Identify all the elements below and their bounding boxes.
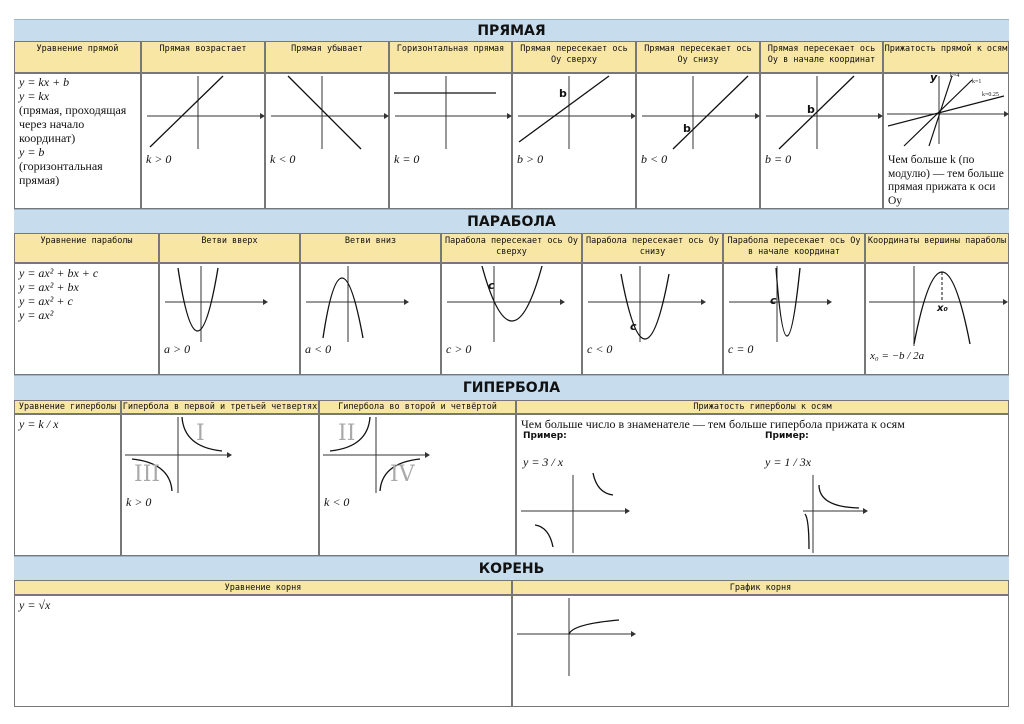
line-graph-horizontal bbox=[389, 73, 512, 209]
parabola-graph-above bbox=[441, 263, 582, 375]
parabola-graph-below bbox=[582, 263, 723, 375]
line-graph-above bbox=[512, 73, 636, 209]
condition-k-negative: k < 0 bbox=[270, 152, 296, 166]
hyperbola-header-equation: Уравнение гиперболы bbox=[14, 400, 121, 414]
line-increasing-graph bbox=[142, 74, 266, 210]
condition-a-negative: a < 0 bbox=[305, 342, 332, 356]
parabola-origin-graph bbox=[724, 264, 866, 376]
example-equation-2: y = 1 / 3x bbox=[765, 455, 812, 469]
hyperbola-steepness-cell bbox=[516, 414, 1009, 556]
line-eq-origin-note: (прямая, проходящая через начало координат) bbox=[19, 103, 127, 145]
line-graph-origin bbox=[760, 73, 883, 209]
vertex-x-label: x₀ bbox=[937, 303, 948, 314]
parabola-section-title: ПАРАБОЛА bbox=[14, 209, 1009, 233]
example-label-1: Пример: bbox=[523, 431, 567, 441]
line-section-title: ПРЯМАЯ bbox=[14, 19, 1009, 41]
vertex-formula: x₀ = −b / 2a bbox=[870, 350, 925, 362]
parabola-eq-simple: y = ax² bbox=[19, 308, 54, 322]
condition-b-zero: b = 0 bbox=[765, 152, 792, 166]
quadrant-II-label: II bbox=[338, 421, 356, 446]
root-section-title: КОРЕНЬ bbox=[14, 556, 1009, 580]
quadrant-I-label: I bbox=[196, 421, 205, 446]
hyperbola-graph-q24 bbox=[319, 414, 516, 556]
condition-c-zero: c = 0 bbox=[728, 342, 754, 356]
k-label-025: k=0.25 bbox=[982, 92, 999, 98]
parabola-above-graph bbox=[442, 264, 583, 376]
hyperbola-header-steepness: Прижатость гиперболы к осям bbox=[516, 400, 1009, 414]
parabola-header-below: Парабола пересекает ось Oy снизу bbox=[582, 233, 723, 263]
line-header-steepness: Прижатость прямой к осям bbox=[883, 41, 1009, 73]
line-eq-horizontal: y = b bbox=[19, 145, 45, 159]
parabola-graph-origin bbox=[723, 263, 865, 375]
k-label-4: k=4 bbox=[950, 73, 960, 79]
line-horizontal-graph bbox=[390, 74, 513, 210]
parabola-down-graph bbox=[301, 264, 442, 376]
line-graph-increasing bbox=[141, 73, 265, 209]
intercept-b-above: b bbox=[559, 87, 567, 100]
parabola-header-equation: Уравнение параболы bbox=[14, 233, 159, 263]
parabola-below-graph bbox=[583, 264, 724, 376]
example-label-2: Пример: bbox=[765, 431, 809, 441]
hyperbola-section-title: ГИПЕРБОЛА bbox=[14, 375, 1009, 400]
parabola-header-origin: Парабола пересекает ось Oy в начале координат bbox=[723, 233, 865, 263]
condition-b-negative: b < 0 bbox=[641, 152, 668, 166]
intercept-c-below: c bbox=[630, 320, 637, 333]
intercept-c-above: c bbox=[488, 279, 495, 292]
k-label-1: k=1 bbox=[972, 79, 982, 85]
parabola-eq-full: y = ax² + bx + c bbox=[19, 266, 99, 280]
root-header-graph: График корня bbox=[512, 580, 1009, 595]
line-steepness-cell bbox=[883, 73, 1009, 209]
line-header-origin: Прямая пересекает ось Oy в начале координат bbox=[760, 41, 883, 73]
line-header-decreasing: Прямая убывает bbox=[265, 41, 389, 73]
hyperbola-equation-cell bbox=[14, 414, 121, 556]
intercept-b-below: b bbox=[683, 122, 691, 135]
parabola-header-above: Парабола пересекает ось Oy сверху bbox=[441, 233, 582, 263]
parabola-header-down: Ветви вниз bbox=[300, 233, 441, 263]
line-equations-cell bbox=[14, 73, 141, 209]
parabola-eq-no-c: y = ax² + bx bbox=[19, 280, 79, 294]
root-equation: y = √x bbox=[19, 598, 51, 612]
line-header-below: Прямая пересекает ось Oy снизу bbox=[636, 41, 760, 73]
quadrant-III-label: III bbox=[134, 462, 161, 487]
condition-k-positive: k > 0 bbox=[146, 152, 172, 166]
condition-a-positive: a > 0 bbox=[164, 342, 191, 356]
parabola-up-graph bbox=[160, 264, 301, 376]
root-graph-cell bbox=[512, 595, 1009, 707]
line-eq-origin: y = kx bbox=[19, 89, 50, 103]
hyperbola-header-q13: Гипербола в первой и третьей четвертях bbox=[122, 402, 318, 412]
condition-hyperbola-k-positive: k > 0 bbox=[126, 495, 152, 509]
intercept-c-origin: c bbox=[770, 294, 777, 307]
parabola-vertex-cell bbox=[865, 263, 1009, 375]
intercept-b-origin: b bbox=[807, 103, 815, 116]
line-graph-decreasing bbox=[265, 73, 389, 209]
quadrant-IV-label: IV bbox=[390, 462, 415, 487]
line-header-above: Прямая пересекает ось Oy сверху bbox=[512, 41, 636, 73]
condition-k-zero: k = 0 bbox=[394, 152, 420, 166]
line-above-graph bbox=[513, 74, 637, 210]
condition-b-positive: b > 0 bbox=[517, 152, 544, 166]
line-header-horizontal: Горизонтальная прямая bbox=[389, 41, 512, 73]
root-header-equation: Уравнение корня bbox=[14, 580, 512, 595]
line-eq-horizontal-note: (горизонтальная прямая) bbox=[19, 159, 103, 187]
line-graph-below bbox=[636, 73, 760, 209]
condition-c-positive: c > 0 bbox=[446, 342, 472, 356]
condition-hyperbola-k-negative: k < 0 bbox=[324, 495, 350, 509]
hyperbola-examples-graph bbox=[517, 415, 1010, 557]
line-eq-general: y = kx + b bbox=[19, 75, 70, 89]
parabola-graph-up bbox=[159, 263, 300, 375]
root-equation-cell bbox=[14, 595, 512, 707]
condition-c-negative: c < 0 bbox=[587, 342, 613, 356]
root-graph bbox=[513, 596, 1010, 708]
y-axis-label: y bbox=[930, 71, 938, 84]
line-decreasing-graph bbox=[266, 74, 390, 210]
line-origin-graph bbox=[761, 74, 884, 210]
parabola-eq-no-b: y = ax² + c bbox=[19, 294, 73, 308]
line-header-equation: Уравнение прямой bbox=[14, 41, 141, 73]
hyperbola-header-q24: Гипербола во второй и четвёртой bbox=[319, 400, 516, 414]
hyperbola-steepness-note: Чем больше число в знаменателе — тем больше гипербола прижата к осям bbox=[521, 417, 905, 431]
line-steepness-note: Чем больше k (по модулю) — тем больше прямая прижата к оси Oy bbox=[888, 154, 1004, 207]
hyperbola-graph-q13 bbox=[121, 414, 319, 556]
parabola-equations-cell bbox=[14, 263, 159, 375]
hyperbola-equation: y = k / x bbox=[19, 417, 59, 431]
parabola-header-vertex: Координаты вершины параболы bbox=[865, 233, 1009, 263]
line-below-graph bbox=[637, 74, 761, 210]
line-header-increasing: Прямая возрастает bbox=[141, 41, 265, 73]
parabola-header-up: Ветви вверх bbox=[159, 233, 300, 263]
parabola-graph-down bbox=[300, 263, 441, 375]
example-equation-1: y = 3 / x bbox=[523, 455, 564, 469]
